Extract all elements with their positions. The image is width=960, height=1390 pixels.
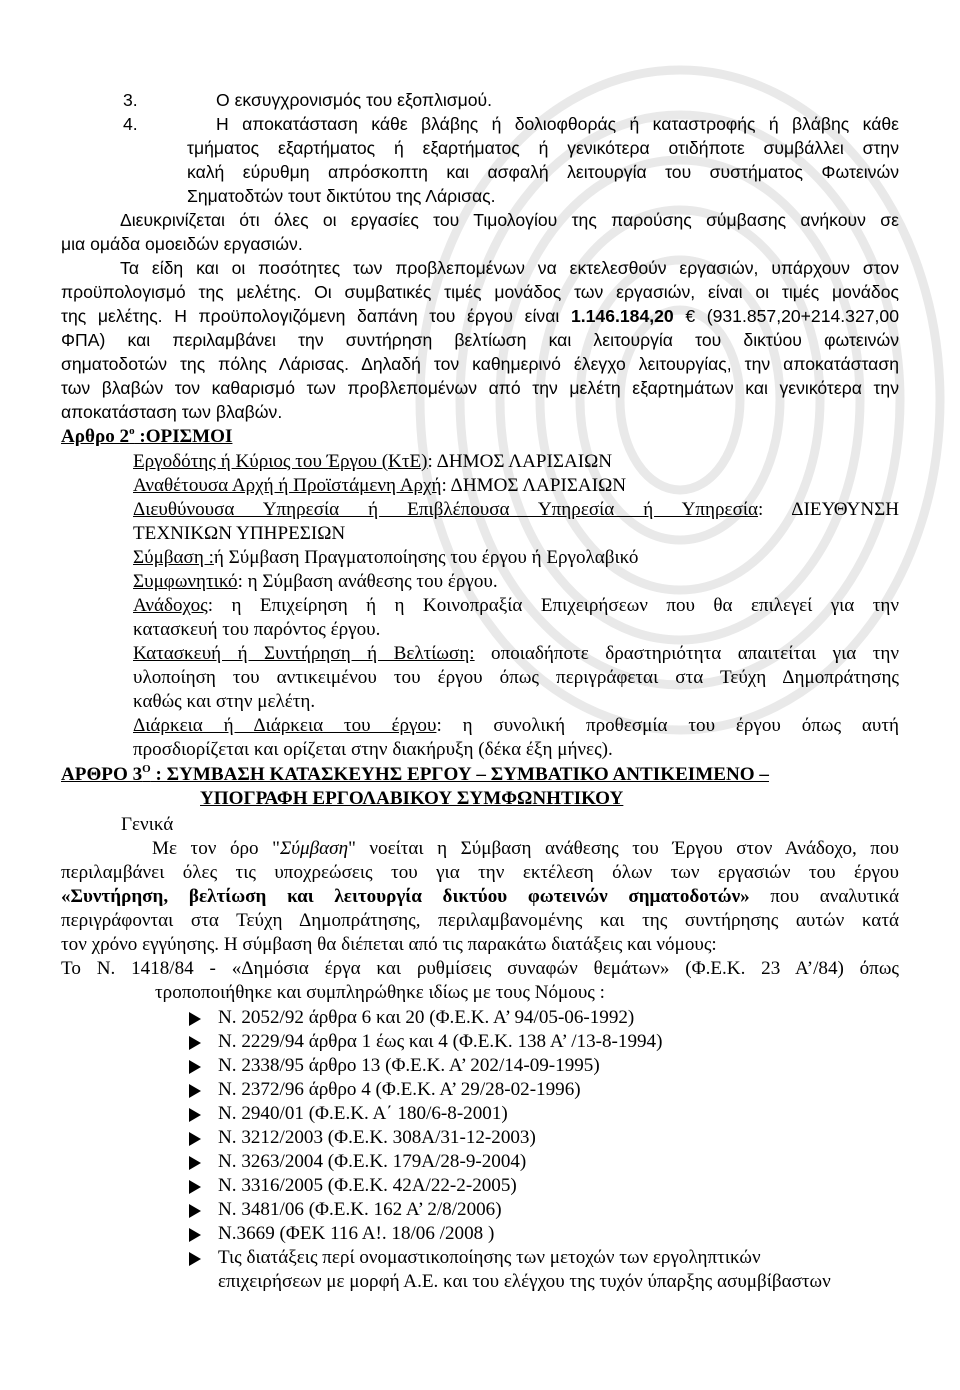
law-list-item: Ν. 2940/01 (Φ.Ε.Κ. Α΄ 180/6-8-2001) <box>218 1103 508 1124</box>
project-title: «Συντήρηση, βελτίωση και λειτουργία δικτύου φωτεινών σηματοδοτών» <box>61 886 750 907</box>
definition-supervising-service-line-2: ΤΕΧΝΙΚΩΝ ΥΠΗΡΕΣΙΩΝ <box>133 523 346 544</box>
item-4-line-1: Η αποκατάσταση κάθε βλάβης ή δολιοφθοράς ή καταστροφής ή βλάβης κάθε <box>216 114 899 134</box>
bullet-arrow-icon <box>189 1012 201 1026</box>
item-4-line-4: Σηματοδτών τουτ δικτύτου της Λάρισας. <box>187 186 496 206</box>
kinds-line-3: της μελέτης. Η προϋπολογιζόμενη δαπάνη του έργου είναι 1.146.184,20 € (931.857,20+214.327,00 <box>61 306 899 326</box>
definition-agreement: Συμφωνητικό: η Σύμβαση ανάθεσης του έργου. <box>133 571 498 592</box>
kinds-line-7: αποκατάσταση των βλαβών. <box>61 402 283 422</box>
definition-duration: Διάρκεια ή Διάρκεια του έργου: η συνολική προθεσμία του έργου όπως αυτή <box>133 715 899 736</box>
article-3-heading: ΑΡΘΡΟ $3^O$ : ΣΥΜΒΑΣΗ ΚΑΤΑΣΚΕΥΗΣ ΕΡΓΟΥ – ΣΥΜΒΑΤΙΚΟ ΑΝΤΙΚΕΙΜΕΝΟ – <box>61 762 769 785</box>
article-2-heading: Αρθρο $2^o$ :ΟΡΙΣΜΟΙ <box>61 424 233 447</box>
law-list-item: Ν. 3481/06 (Φ.Ε.Κ. 162 Α’ 2/8/2006) <box>218 1199 502 1220</box>
bullet-arrow-icon <box>189 1204 201 1218</box>
contract-paragraph-line-3: «Συντήρηση, βελτίωση και λειτουργία δικτύου φωτεινών σηματοδοτών» που αναλυτικά <box>61 886 900 907</box>
bullet-arrow-icon <box>189 1108 201 1122</box>
clarification-line-1: Διευκρινίζεται ότι όλες οι εργασίες του Τιμολογίου της παρούσης σύμβασης ανήκουν σε <box>120 210 899 230</box>
definition-contracting-authority: Αναθέτουσα Αρχή ή Προϊστάμενη Αρχή: ΔΗΜΟΣ ΛΑΡΙΣΑΙΩΝ <box>133 475 627 496</box>
law-list-item: Ν. 3263/2004 (Φ.Ε.Κ. 179Α/28-9-2004) <box>218 1151 527 1172</box>
law-list-item: Ν.3669 (ΦΕΚ 116 Α!. 18/06 /2008 ) <box>218 1223 495 1244</box>
definition-construction-line-3: καθώς και στην μελέτη. <box>133 691 316 712</box>
law-list-item: Ν. 2338/95 άρθρο 13 (Φ.Ε.Κ. Α’ 202/14-09-1995) <box>218 1055 600 1076</box>
bullet-arrow-icon <box>189 1132 201 1146</box>
law-list-item: Ν. 3212/2003 (Φ.Ε.Κ. 308Α/31-12-2003) <box>218 1127 536 1148</box>
definition-contractor-line-2: κατασκευή του παρόντος έργου. <box>133 619 381 640</box>
law-list-item: Ν. 2052/92 άρθρα 6 και 20 (Φ.Ε.Κ. Α’ 94/05-06-1992) <box>218 1007 635 1028</box>
item-3-text: Ο εκσυγχρονισμός του εξοπλισμού. <box>216 90 493 110</box>
bullet-arrow-icon <box>189 1180 201 1194</box>
definition-duration-line-2: προσδιορίζεται και ορίζεται στην διακήρυξη (δέκα έξη μήνες). <box>133 739 613 760</box>
article-3-heading-line-2: ΥΠΟΓΡΑΦΗ ΕΡΓΟΛΑΒΙΚΟΥ ΣΥΜΦΩΝΗΤΙΚΟΥ <box>200 788 624 809</box>
kinds-line-1: Τα είδη και οι ποσότητες των προβλεπομένων να εκτελεσθούν εργασιών, υπάρχουν στον <box>120 258 899 278</box>
kinds-line-2: προϋπολογισμό της μελέτης. Οι συμβατικές τιμές μονάδος των εργασιών, είναι οι τιμές μονάδος <box>61 282 899 302</box>
bullet-arrow-icon <box>189 1036 201 1050</box>
definition-supervising-service: Διευθύνουσα Υπηρεσία ή Επιβλέπουσα Υπηρεσία ή Υπηρεσία: ΔΙΕΥΘΥΝΣΗ <box>133 499 900 520</box>
item-4-line-2: τμήματος εξαρτήματος ή εξαρτήματος ή γενικότερα οτιδήποτε συμβάλλει στην <box>187 138 899 158</box>
contract-paragraph-line-2: περιλαμβάνει όλες τις υποχρεώσεις του για την εκτέλεση όλων των εργασιών του έργου <box>61 862 899 883</box>
item-4-number: 4. <box>123 114 138 134</box>
bullet-arrow-icon <box>189 1060 201 1074</box>
budget-amount: 1.146.184,20 <box>570 306 674 326</box>
kinds-line-4: ΦΠΑ) και περιλαμβάνει την συντήρηση βελτίωση και λειτουργία του δικτύου φωτεινών <box>61 330 899 350</box>
definition-employer: Εργοδότης ή Κύριος του Έργου (ΚτΕ): ΔΗΜΟΣ ΛΑΡΙΣΑΙΩΝ <box>133 451 613 472</box>
definition-construction-line-2: υλοποίηση του αντικειμένου του έργου όπως περιγράφεται στα Τεύχη Δημοπράτησης <box>133 667 899 688</box>
item-4-line-3: καλή εύρυθμη απρόσκοπτη και ασφαλή λειτουργία του συστήματος Φωτεινών <box>187 162 899 182</box>
law-1418-line-1: Το Ν. 1418/84 - «Δημόσια έργα και ρυθμίσεις συναφών θεμάτων» (Φ.Ε.Κ. 23 Α’/84) όπως <box>61 958 899 979</box>
section-general: Γενικά <box>121 814 174 835</box>
bullet-arrow-icon <box>189 1252 201 1266</box>
law-list-item: Τις διατάξεις περί ονομαστικοποίησης των μετοχών των εργοληπτικών <box>218 1247 761 1268</box>
definition-construction: Κατασκευή ή Συντήρηση ή Βελτίωση: οποιαδήποτε δραστηριότητα απαιτείται για την <box>133 643 899 664</box>
bullet-arrow-icon <box>189 1228 201 1242</box>
contract-paragraph-line-5: τον χρόνο εγγύησης. Η σύμβαση θα διέπεται από τις παρακάτω διατάξεις και νόμους: <box>61 934 717 955</box>
item-3-number: 3. <box>123 90 138 110</box>
law-1418-line-2: τροποποιήθηκε και συμπληρώθηκε ιδίως με τους Νόμους : <box>155 982 605 1003</box>
kinds-line-5: σηματοδοτών της πόλης Λάρισας. Δηλαδή τον καθημερινό έλεγχο λειτουργίας, την αποκατάσταση <box>61 354 899 374</box>
contract-paragraph-line-1: Με τον όρο "Σύμβαση" νοείται η Σύμβαση ανάθεσης του Έργου στον Ανάδοχο, που <box>152 838 899 859</box>
law-list-item: Ν. 2229/94 άρθρα 1 έως και 4 (Φ.Ε.Κ. 138 Α’ /13-8-1994) <box>218 1031 663 1052</box>
bullet-arrow-icon <box>189 1084 201 1098</box>
bullet-arrow-icon <box>189 1156 201 1170</box>
clarification-line-2: μια ομάδα ομοειδών εργασιών. <box>61 234 303 254</box>
law-list-item: Ν. 3316/2005 (Φ.Ε.Κ. 42Α/22-2-2005) <box>218 1175 517 1196</box>
law-list-item: Ν. 2372/96 άρθρο 4 (Φ.Ε.Κ. Α’ 29/28-02-1996) <box>218 1079 581 1100</box>
law-list-item-line-2: επιχειρήσεων με μορφή Α.Ε. και του ελέγχου της τυχόν ύπαρξης ασυμβίβαστων <box>218 1271 831 1292</box>
kinds-line-6: των βλαβών τον καθαρισμό των προβλεπομένων από την μελέτη εξαρτημάτων και γενικότερα την <box>61 378 899 398</box>
definition-contract: Σύμβαση :ή Σύμβαση Πραγματοποίησης του έργου ή Εργολαβικό <box>133 547 639 568</box>
contract-paragraph-line-4: περιγράφονται στα Τεύχη Δημοπράτησης, περιλαμβανομένης και της συντήρησης αυτών κατά <box>61 910 899 931</box>
definition-contractor: Ανάδοχος: η Επιχείρηση ή η Κοινοπραξία Επιχειρήσεων που θα επιλεγεί για την <box>133 595 899 616</box>
